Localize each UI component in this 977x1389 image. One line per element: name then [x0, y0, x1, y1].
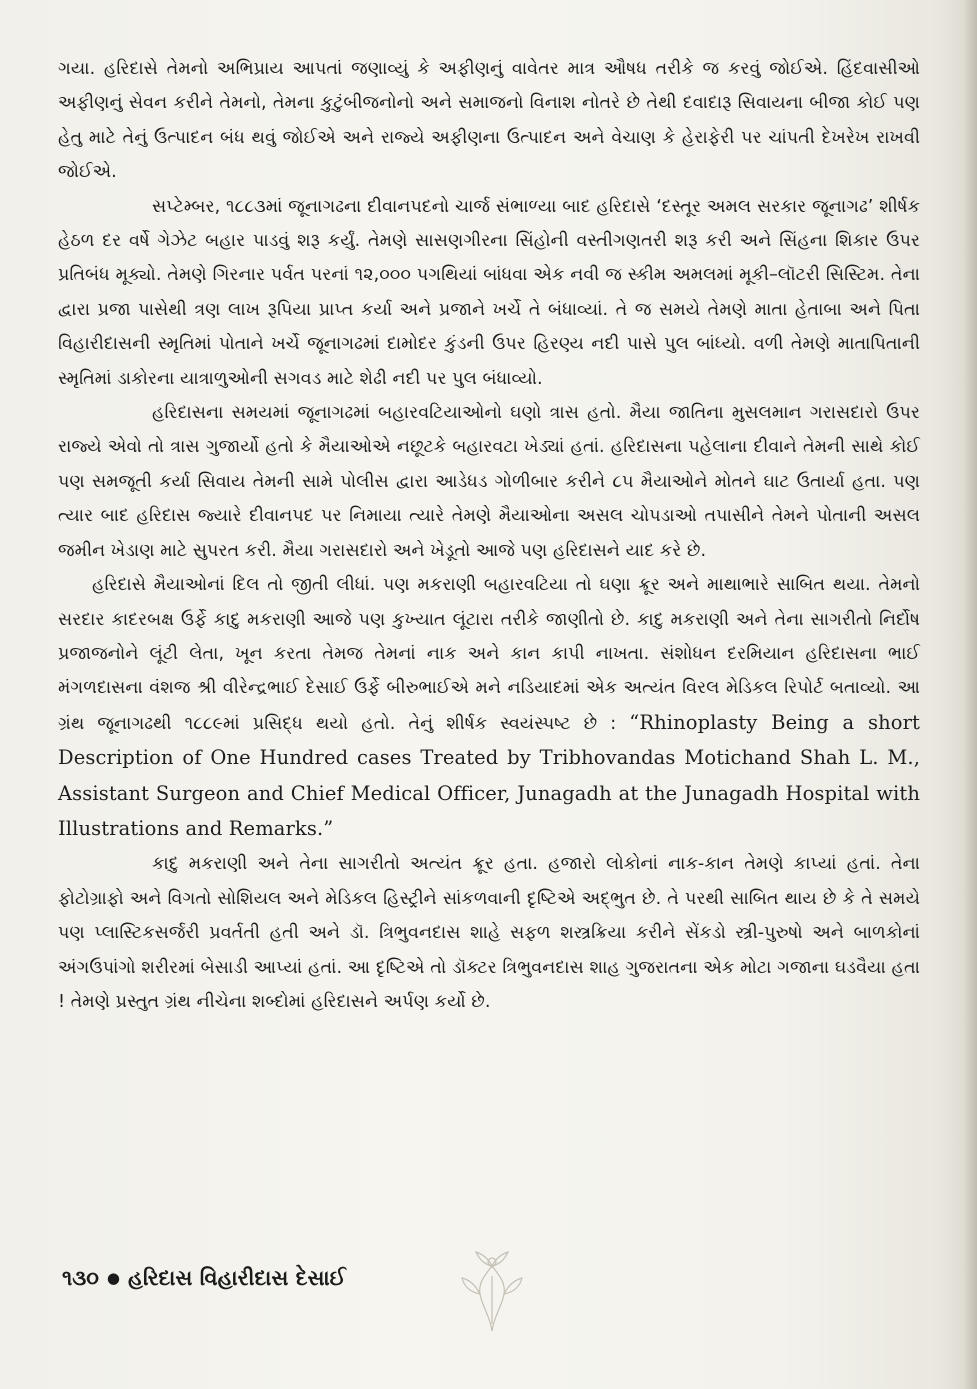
page-edge-shadow — [963, 0, 977, 1389]
body-text — [58, 52, 920, 1019]
paragraph-3-text: હરિદાસના સમયમાં જૂનાગઢમાં બહારવટિયાઓનો ઘણો ત્રાસ હતો. મૈયા જાતિના મુસલમાન ગરાસદારો ઉપર રાજ્યે એવો તો ત્રાસ ગુજાર્યો હતો કે મૈયાઓએ નછૂટકે બહારવટા ખેડ્યાં હતાં. હરિદાસના પહેલાના દીવાને તેમની સાથે કોઈ પણ સમજૂતી કર્યા સિવાય તેમની સામે પોલીસ દ્વારા આડેધડ ગોળીબાર કરીને ૮૫ મૈયાઓને મોતને ઘાટ ઉતાર્યા હતા. પણ ત્યાર બાદ હરિદાસ જ્યારે દીવાનપદ પર નિમાયા ત્યારે તેમણે મૈયાઓના અસલ ચોપડાઓ તપાસીને તેમને પોતાની અસલ જમીન ખેડાણ માટે સુપરત કરી. મૈયા ગરાસદારો અને ખેડૂતો આજે પણ હરિદાસને યાદ કરે છે. — [58, 403, 920, 561]
paragraph-5 — [58, 847, 920, 1019]
paragraph-2 — [58, 190, 920, 396]
page-number: ૧૩૦ — [62, 1266, 99, 1290]
running-title: હરિદાસ વિહારીદાસ દેસાઈ — [128, 1266, 346, 1290]
page-footer — [62, 1266, 346, 1291]
paragraph-3 — [58, 396, 920, 568]
paragraph-1-text: ગયા. હરિદાસે તેમનો અભિપ્રાય આપતાં જણાવ્યું કે અફીણનું વાવેતર માત્ર ઔષધ તરીકે જ કરવું જોઈએ. હિંદવાસીઓ અફીણનું સેવન કરીને તેમનો, તેમના કુટુંબીજનોનો અને સમાજનો વિનાશ નોતરે છે તેથી દવાદારૂ સિવાયના બીજા કોઈ પણ હેતુ માટે તેનું ઉત્પાદન બંધ થવું જોઈએ અને રાજ્યે અફીણના ઉત્પાદન અને વેચાણ કે હેરાફેરી પર ચાંપતી દેખરેખ રાખવી જોઈએ. — [58, 59, 920, 183]
floral-ornament-icon — [452, 1236, 532, 1336]
paragraph-4 — [58, 568, 920, 847]
paragraph-1 — [58, 52, 920, 190]
book-title-quote: “Rhinoplasty Being a short Description of One Hundred cases Treated by Tribhovandas Motichand Shah L. M., Assistant Surgeon and Chief Medical Officer, Junagadh at the Junagadh Hospital with Illustrations and Remarks.” — [58, 710, 920, 840]
paragraph-5-text: કાદુ મકરાણી અને તેના સાગરીતો અત્યંત ક્રૂર હતા. હજારો લોકોનાં નાક-કાન તેમણે કાપ્યાં હતાં. તેના ફોટોગ્રાફો અને વિગતો સોશિયલ અને મેડિકલ હિસ્ટ્રીને સાંકળવાની દૃષ્ટિએ અદ્ભુત છે. તે પરથી સાબિત થાય છે કે તે સમયે પણ પ્લાસ્ટિકસર્જરી પ્રવર્તતી હતી અને ડૉ. ત્રિભુવનદાસ શાહે સફળ શસ્ત્રક્રિયા કરીને સેંકડો સ્ત્રી-પુરુષો અને બાળકોનાં અંગઉપાંગો શરીરમાં બેસાડી આપ્યાં હતાં. આ દૃષ્ટિએ તો ડૉક્ટર ત્રિભુવનદાસ શાહ ગુજરાતના એક મોટા ગજાના ઘડવૈયા હતા ! તેમણે પ્રસ્તુત ગ્રંથ નીચેના શબ્દોમાં હરિદાસને અર્પણ કર્યો છે. — [58, 854, 920, 1012]
bullet-icon: ● — [106, 1269, 121, 1287]
paragraph-2-text: સપ્ટેમ્બર, ૧૮૮૩માં જૂનાગઢના દીવાનપદનો ચાર્જ સંભાળ્યા બાદ હરિદાસે ‘દસ્તૂર અમલ સરકાર જૂનાગઢ’ શીર્ષક હેઠળ દર વર્ષે ગેઝેટ બહાર પાડવું શરૂ કર્યું. તેમણે સાસણગીરના સિંહોની વસ્તીગણતરી શરૂ કરી અને સિંહના શિકાર ઉપર પ્રતિબંધ મૂક્યો. તેમણે ગિરનાર પર્વત પરનાં ૧૨,૦૦૦ પગથિયાં બાંધવા એક નવી જ સ્કીમ અમલમાં મૂકી–લૉટરી સિસ્ટિમ. તેના દ્વારા પ્રજા પાસેથી ત્રણ લાખ રૂપિયા પ્રાપ્ત કર્યા અને પ્રજાને ખર્ચે તે બંધાવ્યાં. તે જ સમયે તેમણે માતા હેતાબા અને પિતા વિહારીદાસની સ્મૃતિમાં પોતાને ખર્ચે જૂનાગઢમાં દામોદર કુંડની ઉપર હિરણ્ય નદી પાસે પુલ બાંધ્યો. વળી તેમણે માતાપિતાની સ્મૃતિમાં ડાકોરના યાત્રાળુઓની સગવડ માટે શેઢી નદી પર પુલ બંધાવ્યો. — [58, 196, 921, 389]
paragraph-4-text: હરિદાસે મૈયાઓનાં દિલ તો જીતી લીધાં. પણ મકરાણી બહારવટિયા તો ઘણા ક્રૂર અને માથાભારે સાબિત થયા. તેમનો સરદાર કાદરબક્ષ ઉર્ફે કાદુ મકરાણી આજે પણ કુખ્યાત લૂંટારા તરીકે જાણીતો છે. કાદુ મકરાણી અને તેના સાગરીતો નિર્દોષ પ્રજાજનોને લૂંટી લેતા, ખૂન કરતા તેમજ તેમનાં નાક અને કાન કાપી નાખતા. સંશોધન દરમિયાન હરિદાસના ભાઈ મંગળદાસના વંશજ શ્રી વીરેન્દ્રભાઈ દેસાઈ ઉર્ફે બીરુભાઈએ મને નડિયાદમાં એક અત્યંત વિરલ મેડિકલ રિપોર્ટ બતાવ્યો. આ ગ્રંથ જૂનાગઢથી ૧૮૮૯માં પ્રસિદ્ધ થયો હતો. તેનું શીર્ષક સ્વયંસ્પષ્ટ છે : — [58, 575, 920, 734]
